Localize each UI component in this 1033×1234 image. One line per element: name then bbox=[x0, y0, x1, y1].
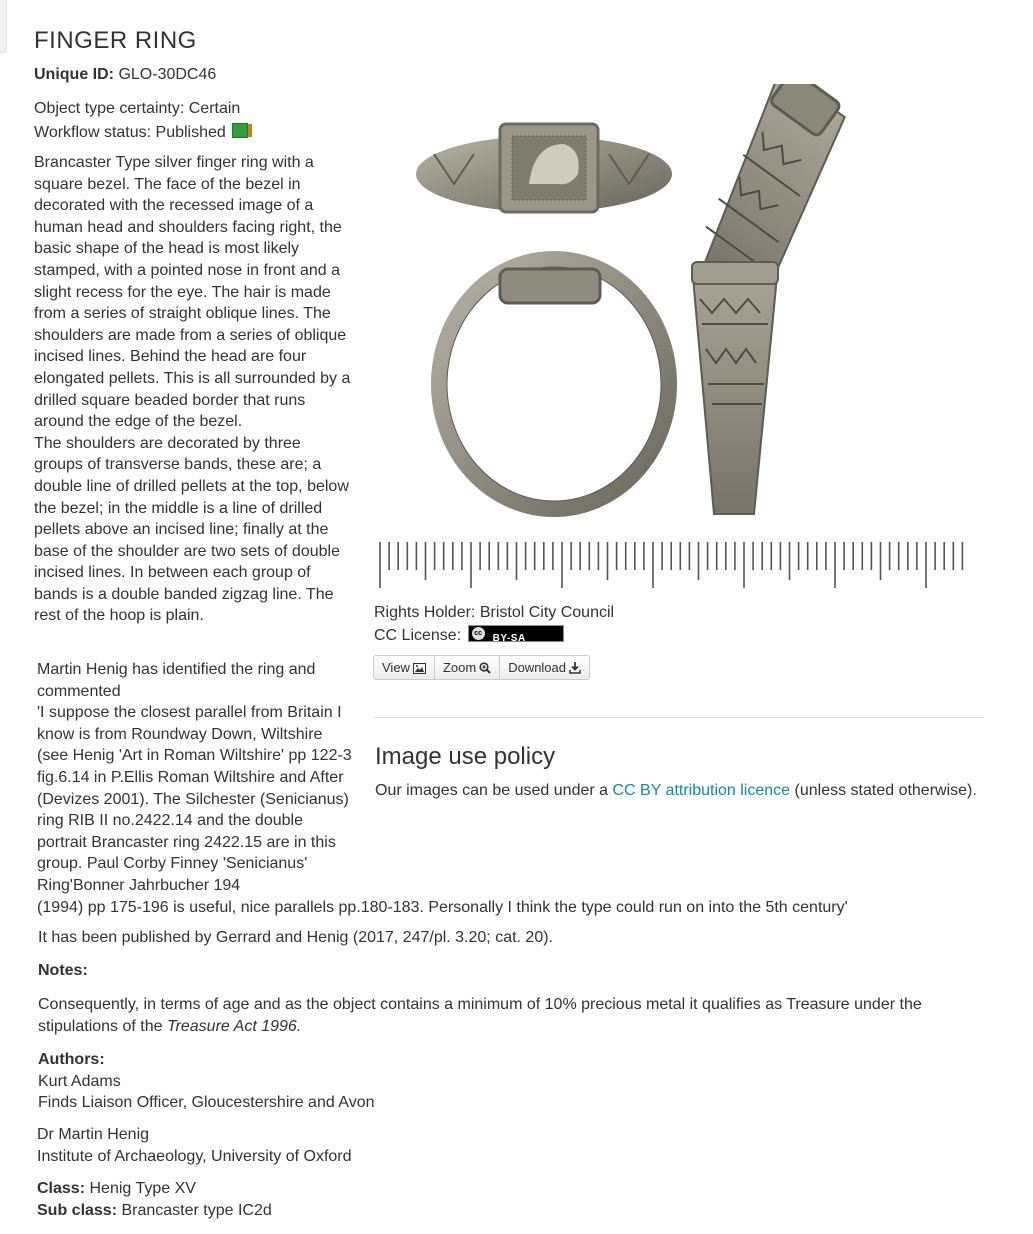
ring-top-view bbox=[416, 124, 672, 212]
class-label: Class: bbox=[37, 1180, 86, 1197]
page-title: FINGER RING bbox=[34, 27, 197, 54]
cc-license-badge[interactable] bbox=[468, 625, 564, 642]
notes-text bbox=[38, 994, 998, 1037]
cc-license-label: CC License: bbox=[374, 627, 462, 644]
zoom-button[interactable] bbox=[435, 656, 500, 679]
author-name: Kurt Adams bbox=[38, 1072, 121, 1090]
side-panel-tab[interactable] bbox=[0, 0, 7, 53]
description bbox=[34, 152, 352, 627]
comment-quote-end: (1994) pp 175-196 is useful, nice parallels pp.180-183. Personally I think the type could run on into the 5th century' bbox=[37, 899, 848, 916]
cc-license bbox=[374, 624, 614, 647]
picture-icon bbox=[413, 663, 426, 674]
notes-label: Notes: bbox=[38, 962, 88, 979]
subclass-row bbox=[37, 1200, 272, 1222]
workflow-status-text: Workflow status: Published bbox=[34, 124, 226, 141]
object-type-certainty: Object type certainty: Certain bbox=[34, 100, 241, 117]
publication-note: It has been published by Gerrard and Henig (2017, 247/pl. 3.20; cat. 20). bbox=[38, 929, 553, 946]
notes-body: Consequently, in terms of age and as the object contains a minimum of 10% precious metal it qualifies as Treasure under the stipulations of the bbox=[38, 996, 922, 1035]
cc-by-licence-link[interactable]: CC BY attribution licence bbox=[612, 782, 791, 799]
authors-label: Authors: bbox=[38, 1051, 105, 1068]
author-role: Institute of Archaeology, University of Oxford bbox=[37, 1147, 352, 1165]
image-rights bbox=[374, 601, 614, 647]
unique-id-value: GLO-30DC46 bbox=[118, 66, 217, 83]
view-button[interactable] bbox=[374, 656, 435, 679]
comment-intro: Martin Henig has identified the ring and commented bbox=[37, 661, 316, 700]
author-role: Finds Liaison Officer, Gloucestershire and Avon bbox=[38, 1094, 375, 1112]
record-meta bbox=[34, 97, 248, 145]
view-button-label: View bbox=[382, 660, 410, 675]
download-button[interactable] bbox=[500, 656, 589, 679]
authors bbox=[38, 1049, 374, 1114]
henig-comment bbox=[37, 659, 355, 897]
published-flag-icon bbox=[232, 123, 248, 138]
download-icon bbox=[569, 662, 581, 674]
subclass-value: Brancaster type IC2d bbox=[121, 1201, 272, 1219]
class-value: Henig Type XV bbox=[89, 1180, 196, 1197]
creative-commons-icon: cc bbox=[472, 627, 485, 640]
policy-text-before: Our images can be used under a bbox=[375, 782, 613, 799]
comment-quote: 'I suppose the closest parallel from Britain I know is from Roundway Down, Wiltshire (see Henig 'Art in Roman Wiltshire' pp 122-3 fig.6.14 in P.Ellis Roman Wiltshire and After (Devizes 2001). The Silchester (Senicianus) ring RIB II no.2422.14 and the double portrait Brancaster ring 2422.15 are in this group. Paul Corby Finney 'Senicianus' Ring'Bonner Jahrbucher 194 bbox=[37, 704, 352, 894]
unique-id bbox=[34, 66, 216, 84]
policy-text-after: (unless stated otherwise). bbox=[790, 782, 977, 799]
image-actions bbox=[373, 655, 590, 680]
zoom-icon bbox=[479, 662, 491, 674]
rights-holder: Rights Holder: Bristol City Council bbox=[374, 604, 615, 621]
zoom-button-label: Zoom bbox=[442, 660, 477, 675]
workflow-status bbox=[34, 121, 248, 145]
treasure-act: Treasure Act 1996. bbox=[166, 1017, 302, 1035]
subclass-label: Sub class: bbox=[37, 1201, 118, 1219]
ring-shoulder-front bbox=[692, 262, 778, 514]
description-paragraph: Brancaster Type silver finger ring with a square bezel. The face of the bezel in decorated with the recessed image of a human head and shoulders facing right, the basic shape of the head is most likely stamped, with a pointed nose in front and a slight recess for the eye. The hair is made from a series of straight oblique lines. The shoulders are made from a series of oblique incised lines. Behind the head are four elongated pellets. This is all surrounded by a drilled square beaded border that runs around the edge of the bezel. bbox=[34, 154, 351, 431]
image-policy-heading: Image use policy bbox=[375, 743, 556, 770]
classification bbox=[37, 1178, 272, 1221]
class-row bbox=[37, 1178, 272, 1200]
download-button-label: Download bbox=[508, 660, 567, 675]
ring-front-view bbox=[439, 259, 669, 509]
description-paragraph: The shoulders are decorated by three groups of transverse bands, these are; a double line of drilled pellets at the top, below the bezel; in the middle is a line of drilled pellets above an incised line; finally at the base of the shoulder are two sets of double incised lines. In between each group of bands is a double banded zigzag line. The rest of the hoop is plain. bbox=[34, 434, 349, 625]
license-badge-text: BY-SA bbox=[492, 633, 526, 644]
scale-ruler bbox=[380, 542, 962, 588]
object-photograph[interactable] bbox=[374, 84, 974, 598]
unique-id-label: Unique ID: bbox=[34, 66, 114, 83]
image-policy-text bbox=[375, 782, 977, 800]
section-divider bbox=[374, 717, 984, 718]
author-name: Dr Martin Henig bbox=[37, 1126, 150, 1143]
author bbox=[37, 1124, 352, 1167]
